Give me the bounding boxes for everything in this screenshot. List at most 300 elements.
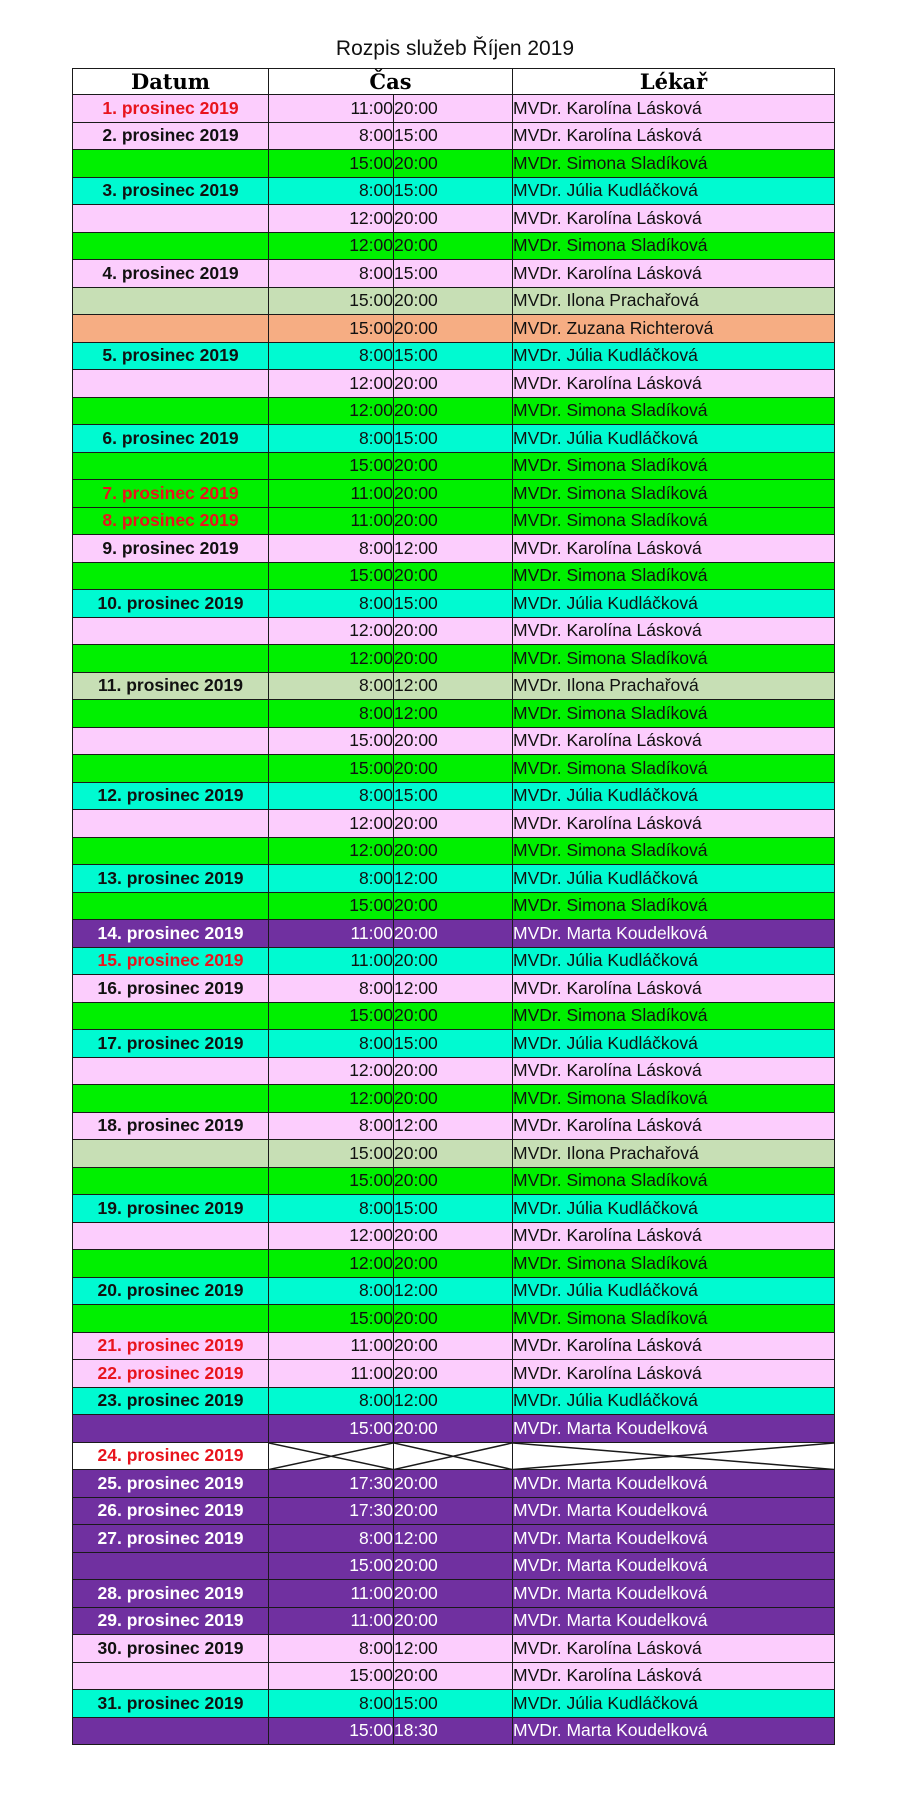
cell-date <box>73 645 269 673</box>
table-row <box>73 1717 835 1745</box>
cell-date: 19. prosinec 2019 <box>73 1195 269 1223</box>
cell-date <box>73 1415 269 1443</box>
cell-time-from: 15:00 <box>269 1167 394 1195</box>
table-row <box>73 672 835 700</box>
cell-date: 12. prosinec 2019 <box>73 782 269 810</box>
cell-doctor: MVDr. Simona Sladíková <box>513 1085 835 1113</box>
cell-time-to: 20:00 <box>394 370 513 398</box>
cell-time-to: 20:00 <box>394 507 513 535</box>
cell-date <box>73 562 269 590</box>
table-row <box>73 1580 835 1608</box>
table-row <box>73 1222 835 1250</box>
header-time: Čas <box>269 69 513 95</box>
table-row <box>73 287 835 315</box>
cell-time-from: 8:00 <box>269 260 394 288</box>
cell-time-from: 8:00 <box>269 975 394 1003</box>
cell-date: 1. prosinec 2019 <box>73 95 269 123</box>
cell-time-from: 17:30 <box>269 1497 394 1525</box>
cell-time-from: 8:00 <box>269 425 394 453</box>
cell-time-from: 8:00 <box>269 1112 394 1140</box>
cell-time-to: 20:00 <box>394 1470 513 1498</box>
table-row <box>73 700 835 728</box>
cell-doctor: MVDr. Júlia Kudláčková <box>513 782 835 810</box>
table-row <box>73 315 835 343</box>
cell-time-to: 20:00 <box>394 1002 513 1030</box>
cell-date <box>73 617 269 645</box>
cell-doctor: MVDr. Simona Sladíková <box>513 480 835 508</box>
cell-doctor: MVDr. Simona Sladíková <box>513 150 835 178</box>
cell-time-to: 20:00 <box>394 1552 513 1580</box>
table-row <box>73 810 835 838</box>
cell-time-from: 15:00 <box>269 452 394 480</box>
cell-doctor: MVDr. Marta Koudelková <box>513 1607 835 1635</box>
cell-time-from: 8:00 <box>269 1387 394 1415</box>
cell-date <box>73 397 269 425</box>
cell-time-to: 15:00 <box>394 782 513 810</box>
table-row <box>73 1662 835 1690</box>
cell-doctor: MVDr. Simona Sladíková <box>513 507 835 535</box>
cell-doctor: MVDr. Júlia Kudláčková <box>513 1277 835 1305</box>
cell-time-from: 11:00 <box>269 480 394 508</box>
cell-date: 25. prosinec 2019 <box>73 1470 269 1498</box>
cell-doctor: MVDr. Júlia Kudláčková <box>513 1195 835 1223</box>
table-row <box>73 452 835 480</box>
cell-time-to: 15:00 <box>394 122 513 150</box>
cell-doctor: MVDr. Simona Sladíková <box>513 452 835 480</box>
cell-doctor: MVDr. Karolína Lásková <box>513 205 835 233</box>
table-row <box>73 1442 835 1470</box>
cell-time-from: 15:00 <box>269 1140 394 1168</box>
table-row <box>73 1415 835 1443</box>
cell-doctor: MVDr. Júlia Kudláčková <box>513 342 835 370</box>
cell-date: 28. prosinec 2019 <box>73 1580 269 1608</box>
cell-doctor: MVDr. Karolína Lásková <box>513 1662 835 1690</box>
cell-time-from: 12:00 <box>269 1057 394 1085</box>
cell-date: 5. prosinec 2019 <box>73 342 269 370</box>
cell-doctor: MVDr. Júlia Kudláčková <box>513 1387 835 1415</box>
cell-doctor: MVDr. Marta Koudelková <box>513 1470 835 1498</box>
cell-time-from: 15:00 <box>269 1552 394 1580</box>
cell-time-from: 15:00 <box>269 1415 394 1443</box>
cell-time-to: 20:00 <box>394 1085 513 1113</box>
table-row <box>73 260 835 288</box>
cell-date <box>73 700 269 728</box>
cell-date <box>73 837 269 865</box>
cell-doctor: MVDr. Simona Sladíková <box>513 755 835 783</box>
cell-time-from: 15:00 <box>269 1717 394 1745</box>
cell-date: 27. prosinec 2019 <box>73 1525 269 1553</box>
cell-doctor: MVDr. Marta Koudelková <box>513 1415 835 1443</box>
cell-doctor: MVDr. Simona Sladíková <box>513 1002 835 1030</box>
cell-time-from: 8:00 <box>269 700 394 728</box>
cell-date: 24. prosinec 2019 <box>73 1442 269 1470</box>
cell-date: 6. prosinec 2019 <box>73 425 269 453</box>
cell-time-to: 20:00 <box>394 645 513 673</box>
table-row <box>73 1387 835 1415</box>
table-row <box>73 232 835 260</box>
cell-date <box>73 810 269 838</box>
table-row <box>73 150 835 178</box>
cell-date <box>73 370 269 398</box>
cell-time-to: 20:00 <box>394 1222 513 1250</box>
cell-time-to: 15:00 <box>394 177 513 205</box>
cell-time-from: 12:00 <box>269 1222 394 1250</box>
table-row <box>73 562 835 590</box>
cell-doctor: MVDr. Simona Sladíková <box>513 232 835 260</box>
schedule-rows <box>73 95 835 1745</box>
cell-time-to: 18:30 <box>394 1717 513 1745</box>
cell-date: 18. prosinec 2019 <box>73 1112 269 1140</box>
cell-doctor: MVDr. Júlia Kudláčková <box>513 865 835 893</box>
cell-time-from: 12:00 <box>269 397 394 425</box>
cell-time-to: 20:00 <box>394 95 513 123</box>
cell-doctor: MVDr. Marta Koudelková <box>513 1525 835 1553</box>
cell-time-to: 15:00 <box>394 1690 513 1718</box>
cell-time-to: 15:00 <box>394 590 513 618</box>
cell-doctor <box>513 1442 835 1470</box>
table-row <box>73 1690 835 1718</box>
table-row <box>73 1250 835 1278</box>
cell-time-to: 15:00 <box>394 342 513 370</box>
table-row <box>73 177 835 205</box>
cell-date: 14. prosinec 2019 <box>73 920 269 948</box>
table-row <box>73 617 835 645</box>
cell-date <box>73 727 269 755</box>
cell-time-from: 12:00 <box>269 1250 394 1278</box>
cell-time-from: 11:00 <box>269 947 394 975</box>
cell-time-from: 15:00 <box>269 1662 394 1690</box>
cell-doctor: MVDr. Marta Koudelková <box>513 1717 835 1745</box>
cell-time-to: 20:00 <box>394 1360 513 1388</box>
cell-doctor: MVDr. Ilona Prachařová <box>513 672 835 700</box>
cell-doctor: MVDr. Júlia Kudláčková <box>513 947 835 975</box>
cell-time-to: 20:00 <box>394 205 513 233</box>
cell-date: 29. prosinec 2019 <box>73 1607 269 1635</box>
cell-doctor: MVDr. Júlia Kudláčková <box>513 177 835 205</box>
cell-date <box>73 1222 269 1250</box>
cell-time-to: 12:00 <box>394 865 513 893</box>
cell-time-from: 15:00 <box>269 562 394 590</box>
cell-date <box>73 1140 269 1168</box>
cell-time-from: 8:00 <box>269 1030 394 1058</box>
cell-date <box>73 1717 269 1745</box>
table-row <box>73 1167 835 1195</box>
cell-date <box>73 287 269 315</box>
cell-time-to: 20:00 <box>394 452 513 480</box>
cell-time-to: 12:00 <box>394 1525 513 1553</box>
cell-doctor: MVDr. Ilona Prachařová <box>513 287 835 315</box>
table-row <box>73 507 835 535</box>
cell-doctor: MVDr. Simona Sladíková <box>513 397 835 425</box>
cell-time-from: 15:00 <box>269 755 394 783</box>
cell-time-from: 8:00 <box>269 535 394 563</box>
cell-time-from: 15:00 <box>269 892 394 920</box>
cell-time-to: 12:00 <box>394 1635 513 1663</box>
table-header-row <box>73 69 835 95</box>
cell-time-from: 15:00 <box>269 287 394 315</box>
cell-doctor: MVDr. Karolína Lásková <box>513 1360 835 1388</box>
cell-time-from: 8:00 <box>269 590 394 618</box>
cell-time-to: 20:00 <box>394 1250 513 1278</box>
cell-time-from: 11:00 <box>269 1332 394 1360</box>
table-row <box>73 975 835 1003</box>
cell-time-from: 12:00 <box>269 617 394 645</box>
cell-date: 16. prosinec 2019 <box>73 975 269 1003</box>
cell-time-to: 20:00 <box>394 315 513 343</box>
cell-time-to: 20:00 <box>394 150 513 178</box>
cell-date: 9. prosinec 2019 <box>73 535 269 563</box>
cross-out-mark <box>269 1443 393 1470</box>
cell-doctor: MVDr. Karolína Lásková <box>513 1057 835 1085</box>
cell-doctor: MVDr. Marta Koudelková <box>513 920 835 948</box>
cell-time-from: 15:00 <box>269 1002 394 1030</box>
cell-time-to: 20:00 <box>394 232 513 260</box>
cell-date <box>73 150 269 178</box>
table-row <box>73 1112 835 1140</box>
cell-date: 4. prosinec 2019 <box>73 260 269 288</box>
cell-date: 22. prosinec 2019 <box>73 1360 269 1388</box>
table-row <box>73 342 835 370</box>
cell-time-from: 15:00 <box>269 1305 394 1333</box>
cell-time-to <box>394 1442 513 1470</box>
cell-time-to: 20:00 <box>394 1497 513 1525</box>
cell-time-to: 20:00 <box>394 397 513 425</box>
cell-time-to: 12:00 <box>394 700 513 728</box>
table-row <box>73 1002 835 1030</box>
cross-out-mark <box>394 1443 512 1470</box>
table-row <box>73 782 835 810</box>
table-row <box>73 122 835 150</box>
cell-doctor: MVDr. Júlia Kudláčková <box>513 590 835 618</box>
cell-time-to: 20:00 <box>394 920 513 948</box>
cell-doctor: MVDr. Simona Sladíková <box>513 1305 835 1333</box>
cell-doctor: MVDr. Júlia Kudláčková <box>513 425 835 453</box>
cell-time-to: 20:00 <box>394 1305 513 1333</box>
table-row <box>73 480 835 508</box>
cell-time-from <box>269 1442 394 1470</box>
cell-time-to: 20:00 <box>394 1057 513 1085</box>
cell-time-to: 20:00 <box>394 837 513 865</box>
table-row <box>73 205 835 233</box>
cell-time-to: 20:00 <box>394 287 513 315</box>
cell-date: 17. prosinec 2019 <box>73 1030 269 1058</box>
cell-doctor: MVDr. Simona Sladíková <box>513 837 835 865</box>
cell-date: 23. prosinec 2019 <box>73 1387 269 1415</box>
table-row <box>73 1470 835 1498</box>
cell-time-from: 11:00 <box>269 1607 394 1635</box>
table-row <box>73 1635 835 1663</box>
cell-date <box>73 1002 269 1030</box>
cell-doctor: MVDr. Karolína Lásková <box>513 95 835 123</box>
cell-date <box>73 755 269 783</box>
cell-date: 7. prosinec 2019 <box>73 480 269 508</box>
cell-time-from: 8:00 <box>269 1525 394 1553</box>
cell-time-to: 12:00 <box>394 1387 513 1415</box>
table-row <box>73 1195 835 1223</box>
cell-date <box>73 1085 269 1113</box>
cell-date: 31. prosinec 2019 <box>73 1690 269 1718</box>
schedule-table <box>72 68 835 1745</box>
cell-date: 2. prosinec 2019 <box>73 122 269 150</box>
cell-date: 13. prosinec 2019 <box>73 865 269 893</box>
cell-date: 20. prosinec 2019 <box>73 1277 269 1305</box>
table-row <box>73 1305 835 1333</box>
cell-doctor: MVDr. Karolína Lásková <box>513 1635 835 1663</box>
cell-time-from: 12:00 <box>269 837 394 865</box>
cell-time-to: 20:00 <box>394 892 513 920</box>
cell-date <box>73 1167 269 1195</box>
table-row <box>73 1552 835 1580</box>
cell-time-from: 8:00 <box>269 672 394 700</box>
table-row <box>73 1057 835 1085</box>
cell-time-from: 12:00 <box>269 645 394 673</box>
cell-doctor: MVDr. Simona Sladíková <box>513 562 835 590</box>
cell-date <box>73 1552 269 1580</box>
table-row <box>73 1497 835 1525</box>
cell-time-from: 11:00 <box>269 920 394 948</box>
cell-date <box>73 205 269 233</box>
cell-time-from: 12:00 <box>269 205 394 233</box>
cell-doctor: MVDr. Karolína Lásková <box>513 260 835 288</box>
table-row <box>73 837 835 865</box>
cell-date: 10. prosinec 2019 <box>73 590 269 618</box>
cell-time-from: 11:00 <box>269 1360 394 1388</box>
cell-time-from: 11:00 <box>269 95 394 123</box>
cell-date: 11. prosinec 2019 <box>73 672 269 700</box>
cell-doctor: MVDr. Simona Sladíková <box>513 1250 835 1278</box>
header-doctor: Lékař <box>513 69 835 95</box>
cell-time-to: 20:00 <box>394 1167 513 1195</box>
cell-time-from: 12:00 <box>269 1085 394 1113</box>
cell-time-from: 8:00 <box>269 342 394 370</box>
table-row <box>73 947 835 975</box>
cell-time-from: 17:30 <box>269 1470 394 1498</box>
cell-time-from: 8:00 <box>269 782 394 810</box>
cell-doctor: MVDr. Karolína Lásková <box>513 1112 835 1140</box>
cell-time-to: 12:00 <box>394 535 513 563</box>
cell-time-from: 8:00 <box>269 1635 394 1663</box>
header-date: Datum <box>73 69 269 95</box>
table-row <box>73 1607 835 1635</box>
cell-date: 8. prosinec 2019 <box>73 507 269 535</box>
table-row <box>73 1140 835 1168</box>
cell-time-to: 12:00 <box>394 1277 513 1305</box>
cell-time-to: 15:00 <box>394 1030 513 1058</box>
table-row <box>73 892 835 920</box>
cell-date <box>73 315 269 343</box>
cell-date <box>73 892 269 920</box>
table-row <box>73 645 835 673</box>
cell-time-from: 8:00 <box>269 1690 394 1718</box>
cell-doctor: MVDr. Marta Koudelková <box>513 1497 835 1525</box>
table-row <box>73 1277 835 1305</box>
cell-doctor: MVDr. Júlia Kudláčková <box>513 1690 835 1718</box>
cell-doctor: MVDr. Simona Sladíková <box>513 1167 835 1195</box>
table-row <box>73 95 835 123</box>
table-row <box>73 755 835 783</box>
cell-time-from: 8:00 <box>269 122 394 150</box>
cell-time-to: 20:00 <box>394 480 513 508</box>
cell-date <box>73 452 269 480</box>
cell-doctor: MVDr. Karolína Lásková <box>513 1222 835 1250</box>
cell-time-to: 20:00 <box>394 1415 513 1443</box>
cell-time-to: 12:00 <box>394 975 513 1003</box>
cell-time-to: 20:00 <box>394 1580 513 1608</box>
table-row <box>73 1332 835 1360</box>
cell-time-to: 20:00 <box>394 947 513 975</box>
cell-time-from: 8:00 <box>269 865 394 893</box>
cell-doctor: MVDr. Karolína Lásková <box>513 535 835 563</box>
cell-doctor: MVDr. Júlia Kudláčková <box>513 1030 835 1058</box>
cell-time-to: 15:00 <box>394 1195 513 1223</box>
cell-time-to: 20:00 <box>394 1662 513 1690</box>
table-row <box>73 727 835 755</box>
cell-time-from: 12:00 <box>269 370 394 398</box>
cell-doctor: MVDr. Simona Sladíková <box>513 892 835 920</box>
cell-time-to: 15:00 <box>394 425 513 453</box>
cell-date: 21. prosinec 2019 <box>73 1332 269 1360</box>
cell-time-from: 15:00 <box>269 315 394 343</box>
cell-time-from: 11:00 <box>269 507 394 535</box>
cell-time-from: 8:00 <box>269 1277 394 1305</box>
cell-date: 15. prosinec 2019 <box>73 947 269 975</box>
cell-time-to: 20:00 <box>394 810 513 838</box>
cell-time-from: 12:00 <box>269 810 394 838</box>
cell-date <box>73 232 269 260</box>
table-row <box>73 865 835 893</box>
cell-time-to: 12:00 <box>394 672 513 700</box>
cell-doctor: MVDr. Marta Koudelková <box>513 1552 835 1580</box>
cell-doctor: MVDr. Karolína Lásková <box>513 727 835 755</box>
cell-doctor: MVDr. Zuzana Richterová <box>513 315 835 343</box>
cell-date: 26. prosinec 2019 <box>73 1497 269 1525</box>
cell-doctor: MVDr. Karolína Lásková <box>513 370 835 398</box>
cell-date <box>73 1662 269 1690</box>
cell-time-from: 8:00 <box>269 177 394 205</box>
cell-time-to: 12:00 <box>394 1112 513 1140</box>
cell-time-to: 20:00 <box>394 562 513 590</box>
cell-time-to: 15:00 <box>394 260 513 288</box>
cell-doctor: MVDr. Simona Sladíková <box>513 700 835 728</box>
table-row <box>73 590 835 618</box>
cell-date: 3. prosinec 2019 <box>73 177 269 205</box>
table-row <box>73 1030 835 1058</box>
cell-time-to: 20:00 <box>394 727 513 755</box>
table-row <box>73 535 835 563</box>
table-row <box>73 425 835 453</box>
cell-time-to: 20:00 <box>394 1140 513 1168</box>
page-title: Rozpis služeb Říjen 2019 <box>335 37 575 60</box>
cell-time-to: 20:00 <box>394 1607 513 1635</box>
cell-date <box>73 1250 269 1278</box>
cell-date: 30. prosinec 2019 <box>73 1635 269 1663</box>
cell-time-from: 11:00 <box>269 1580 394 1608</box>
cell-doctor: MVDr. Karolína Lásková <box>513 617 835 645</box>
cell-doctor: MVDr. Ilona Prachařová <box>513 1140 835 1168</box>
table-row <box>73 1085 835 1113</box>
cell-time-from: 15:00 <box>269 150 394 178</box>
cell-date <box>73 1057 269 1085</box>
cell-doctor: MVDr. Marta Koudelková <box>513 1580 835 1608</box>
table-row <box>73 397 835 425</box>
cell-time-to: 20:00 <box>394 755 513 783</box>
cell-doctor: MVDr. Karolína Lásková <box>513 1332 835 1360</box>
table-row <box>73 1360 835 1388</box>
cross-out-mark <box>513 1443 834 1470</box>
table-row <box>73 920 835 948</box>
cell-doctor: MVDr. Simona Sladíková <box>513 645 835 673</box>
cell-time-to: 20:00 <box>394 1332 513 1360</box>
